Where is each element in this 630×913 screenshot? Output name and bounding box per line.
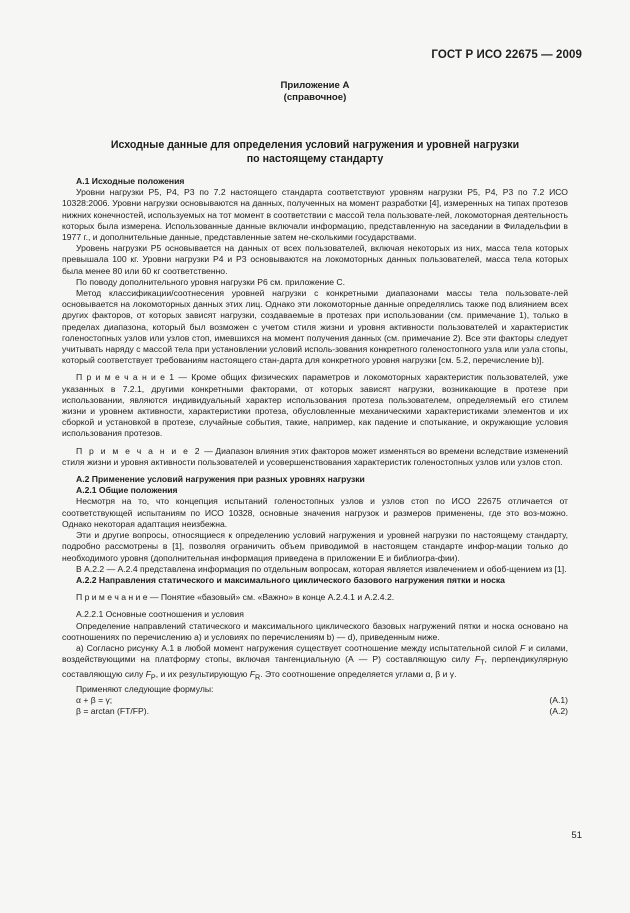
paragraph: Метод классификации/соотнесения уровней нагрузки с конкретными диапазонами массы тела пользовате-лей основывается на локомоторных данных этих лиц. Однако эти локомоторные данные определялись также под влиянием всех других факторов, от которых зависят нагрузки, создаваемые в протезах при использовании (см. примечание 1), только в пределах диапазона, который был возможен с учетом стиля жизни и уровня активности пользователей и характеристик голеностопных узлов или узлов стоп, имевшихся на момент получения данных (см. примечание 2). Все эти факторы следует учитывать наряду с массой тела при установлении условий исполь-зования конкретного голеностопного узла или узла стопы, который соответствует требованиям настоящего стан-дарта для конкретного уровня нагрузки [см. 5.2, перечисление b)]. bbox=[62, 288, 568, 366]
annex-subtitle: (справочное) bbox=[283, 92, 347, 103]
note-text: — Понятие «базовый» см. «Важно» в конце А.2.4.1 и А.2.4.2. bbox=[147, 592, 395, 603]
paragraph: Применяют следующие формулы: bbox=[76, 683, 214, 694]
note-label: П р и м е ч а н и е 1 bbox=[76, 372, 175, 383]
equation-a2 bbox=[62, 706, 568, 717]
body-text bbox=[62, 176, 568, 718]
title-line-2: по настоящему стандарту bbox=[246, 153, 384, 165]
equation-a1 bbox=[62, 695, 568, 706]
note-text: — Кроме общих физических параметров и локомоторных характеристик пользователей, уже указанных в 7.2.1, другими конкретными факторами, от которых зависят нагрузки, возникающие в протезе при использовании, являются индивидуальный характер использования протеза пользователем, определяемый его стилем жизни и уровнем активности, характеристики протеза, обусловленные механическими характеристиками элементов и их сборкой и установкой в протезе, случайные события, такие, например, как падение и спотыкание, и окружающие условия использования протезов. bbox=[62, 372, 568, 439]
subsection-heading: А.2.2.1 Основные соотношения и условия bbox=[76, 609, 244, 620]
paragraph: Уровень нагрузки Р5 основывается на данных от всех пользователей, включая некоторых из них, масса тела которых превышала 100 кг. Уровни нагрузки Р4 и Р3 основываются на локомоторных данных пользователей, масса тела которых была менее 80 или 60 кг соответственно. bbox=[62, 243, 568, 276]
note-label: П р и м е ч а н и е bbox=[76, 592, 148, 603]
note-text: — Диапазон влияния этих факторов может изменяться во времени вследствие изменений стиля жизни и уровня активности пользователей и усовершенствования характеристик голеностопных узлов или узлов стоп. bbox=[62, 445, 569, 467]
annex-title: Приложение А bbox=[280, 80, 350, 91]
section-heading-a1: А.1 Исходные положения bbox=[76, 176, 185, 186]
paragraph: Определение направлений статического и максимального циклического базовых нагружений пятки и носка основано на соотношениях по перечислению а) и условиях по перечислениям b) — d), приведенным ниже. bbox=[62, 620, 568, 642]
note-1 bbox=[62, 372, 568, 439]
equation-number: (А.2) bbox=[549, 706, 568, 717]
paragraph: Несмотря на то, что концепция испытаний голеностопных узлов и узлов стоп по ИСО 22675 отличается от соответствующей испытаниям по ИСО 10328, основные значения нагрузок и размеров применены, где это воз-можно. Однако некоторая адаптация неизбежна. bbox=[62, 496, 568, 529]
paragraph: Эти и другие вопросы, относящиеся к определению условий нагружения и уровней нагрузки по настоящему стандарту, подробно рассмотрены в [1], позволяя ограничить объем приводимой в настоящем стандарте инфор-мации только до необходимого уровня (дополнительная информация приведена в приложении Е и библиогра-фии). bbox=[62, 530, 568, 563]
subsection-heading: А.2.2 Направления статического и максимального циклического базового нагружения пятки и носка bbox=[76, 574, 505, 585]
subsection-heading: А.2.1 Общие положения bbox=[76, 485, 178, 496]
note-2 bbox=[62, 446, 568, 468]
equation-text: α + β = γ; bbox=[76, 695, 113, 706]
paragraph-forces: а) Согласно рисунку А.1 в любой момент нагружения существует соотношение между испытательной силой F и силами, воздействующими на платформу стопы, включая тангенциальную (А — Р) составляющую силу $F_T$, перпендикулярную составляющую силу $F_P$, и их результирующую $F_R$. Это соотношение определяется углами α, β и γ. bbox=[62, 642, 568, 682]
section-heading-a2: А.2 Применение условий нагружения при разных уровнях нагрузки bbox=[76, 474, 365, 485]
paragraph: По поводу дополнительного уровня нагрузки Р6 см. приложение С. bbox=[76, 276, 345, 287]
note-label: П р и м е ч а н и е 2 bbox=[76, 445, 202, 456]
document-title bbox=[70, 138, 560, 166]
paragraph: В А.2.2 — А.2.4 представлена информация по отдельным вопросам, которая является извлечением и обоб-щением из [1]. bbox=[76, 563, 567, 574]
paragraph: Уровни нагрузки Р5, Р4, Р3 по 7.2 настоящего стандарта соответствуют уровням нагрузки Р5, Р4, Р3 по 7.2 ИСО 10328:2006. Уровни нагрузки основываются на данных, полученных на момент разработки [4], измеренных на типах протезов нижних конечностей, используемых на тот момент в соответствии с массой тела пользовате-лей, локомоторная деятельность которых была измерена. Использованные данные включали информацию, представленную на заседании в Филадельфии в 1977 г., и дополнительные данные, представленные затем не-сколькими государствами. bbox=[62, 187, 568, 243]
equation-number: (А.1) bbox=[549, 695, 568, 706]
equation-text: β = arctan (FT/FP). bbox=[76, 706, 149, 717]
standard-header: ГОСТ Р ИСО 22675 — 2009 bbox=[431, 49, 582, 61]
note bbox=[62, 592, 568, 603]
page-number: 51 bbox=[571, 830, 582, 841]
title-line-1: Исходные данные для определения условий нагружения и уровней нагрузки bbox=[110, 139, 520, 151]
